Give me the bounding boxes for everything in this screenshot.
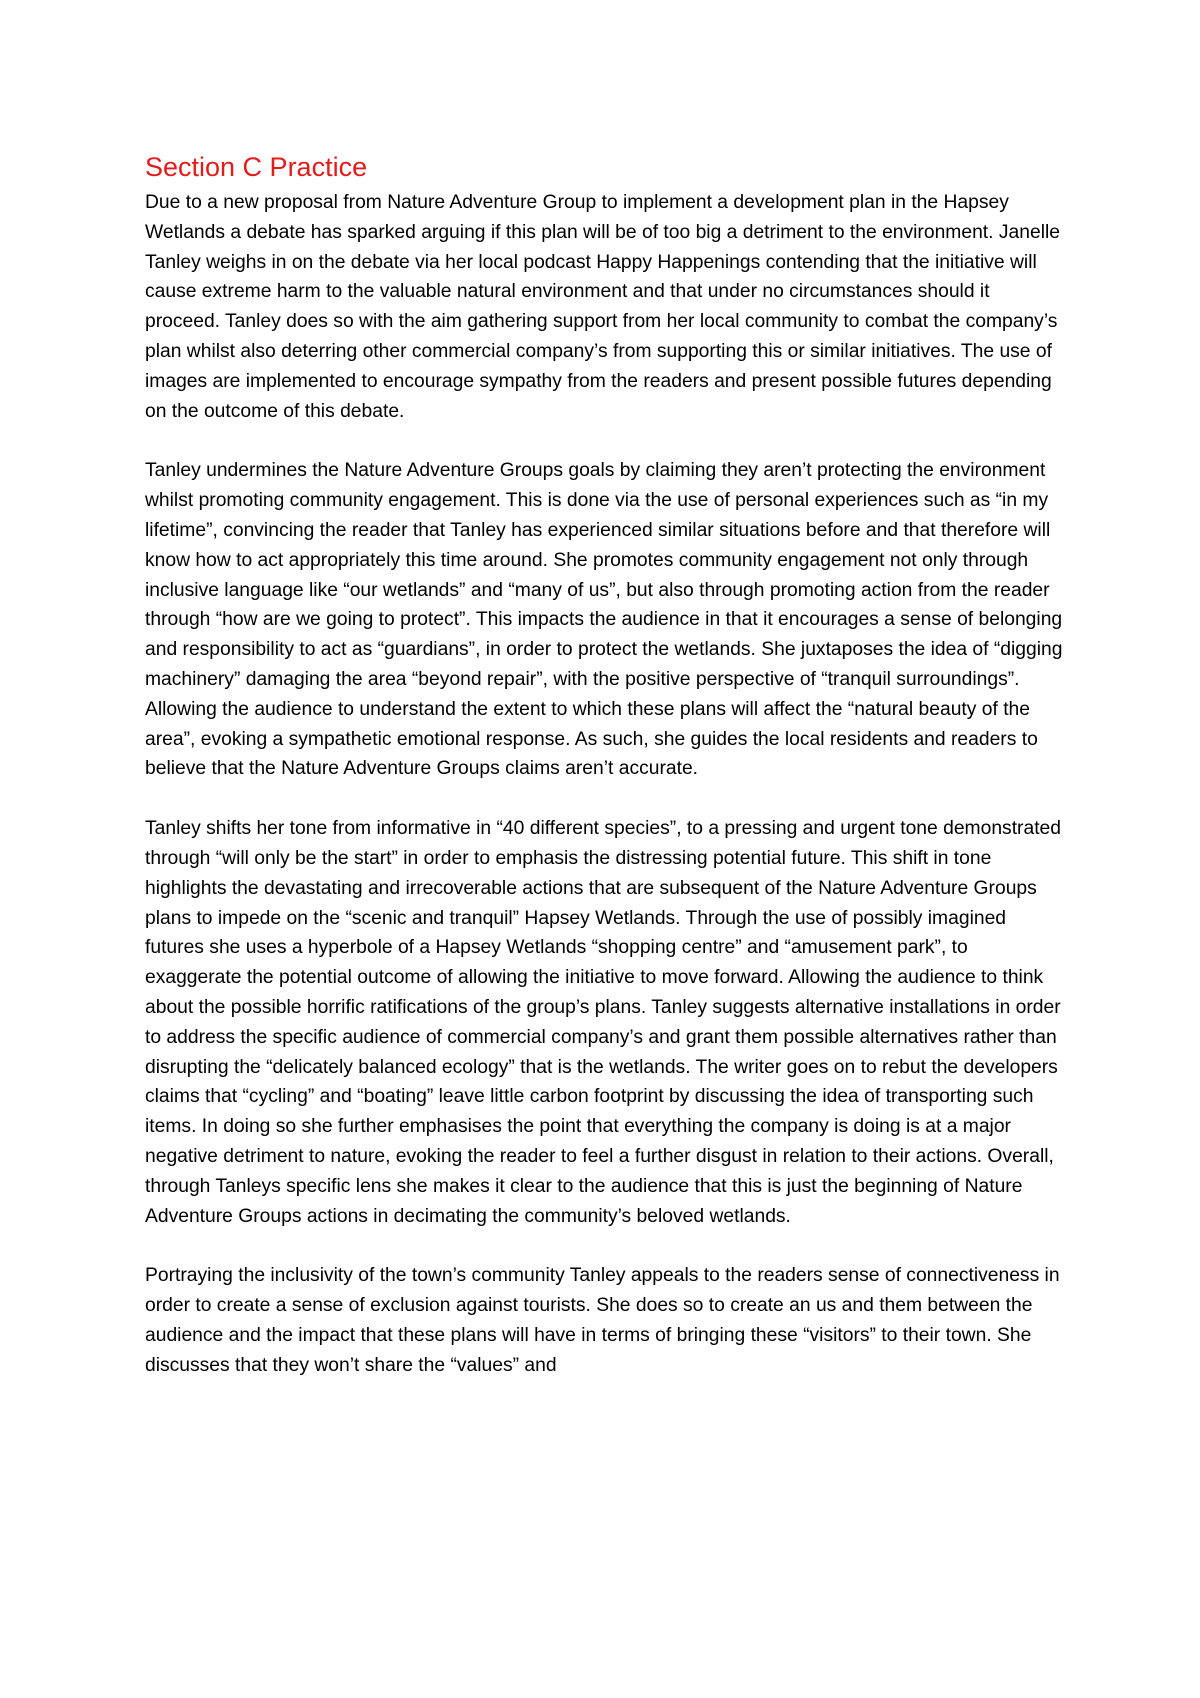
paragraph-body-1: Tanley undermines the Nature Adventure Groups goals by claiming they aren’t protecting the environment whilst promoting community engagement. This is done via the use of personal experiences such as “in my lifetime”, convincing the reader that Tanley has experienced similar situations before and that therefore will know how to act appropriately this time around. She promotes community engagement not only through inclusive language like “our wetlands” and “many of us”, but also through promoting action from the reader through “how are we going to protect”. This impacts the audience in that it encourages a sense of belonging and responsibility to act as “guardians”, in order to protect the wetlands. She juxtaposes the idea of “digging machinery” damaging the area “beyond repair”, with the positive perspective of “tranquil surroundings”. Allowing the audience to understand the extent to which these plans will affect the “natural beauty of the area”, evoking a sympathetic emotional response. As such, she guides the local residents and readers to believe that the Nature Adventure Groups claims aren’t accurate. <box>145 460 1063 780</box>
paragraph-introduction: Due to a new proposal from Nature Adventure Group to implement a development plan in the Hapsey Wetlands a debate has sparked arguing if this plan will be of too big a detriment to the environment. Janelle Tanley weighs in on the debate via her local podcast Happy Happenings contending that the initiative will cause extreme harm to the valuable natural environment and that under no circumstances should it proceed. Tanley does so with the aim gathering support from her local community to combat the company’s plan whilst also deterring other commercial company’s from supporting this or similar initiatives. The use of images are implemented to encourage sympathy from the readers and present possible futures depending on the outcome of this debate. <box>145 192 1060 422</box>
document-body <box>145 150 1065 1410</box>
paragraph-body-2: Tanley shifts her tone from informative in “40 different species”, to a pressing and urgent tone demonstrated through “will only be the start” in order to emphasis the distressing potential future. This shift in tone highlights the devastating and irrecoverable actions that are subsequent of the Nature Adventure Groups plans to impede on the “scenic and tranquil” Hapsey Wetlands. Through the use of possibly imagined futures she uses a hyperbole of a Hapsey Wetlands “shopping centre” and “amusement park”, to exaggerate the potential outcome of allowing the initiative to move forward. Allowing the audience to think about the possible horrific ratifications of the group’s plans. Tanley suggests alternative installations in order to address the specific audience of commercial company’s and grant them possible alternatives rather than disrupting the “delicately balanced ecology” that is the wetlands. The writer goes on to rebut the developers claims that “cycling” and “boating” leave little carbon footprint by discussing the idea of transporting such items. In doing so she further emphasises the point that everything the company is doing is at a major negative detriment to nature, evoking the reader to feel a further disgust in relation to their actions. Overall, through Tanleys specific lens she makes it clear to the audience that this is just the beginning of Nature Adventure Groups actions in decimating the community’s beloved wetlands. <box>145 818 1061 1227</box>
document-title: Section C Practice <box>145 152 368 182</box>
paragraph-body-3: Portraying the inclusivity of the town’s community Tanley appeals to the readers sense of connectiveness in order to create a sense of exclusion against tourists. She does so to create an us and them between the audience and the impact that these plans will have in terms of bringing these “visitors” to their town. She discusses that they won’t share the “values” and <box>145 1265 1060 1376</box>
